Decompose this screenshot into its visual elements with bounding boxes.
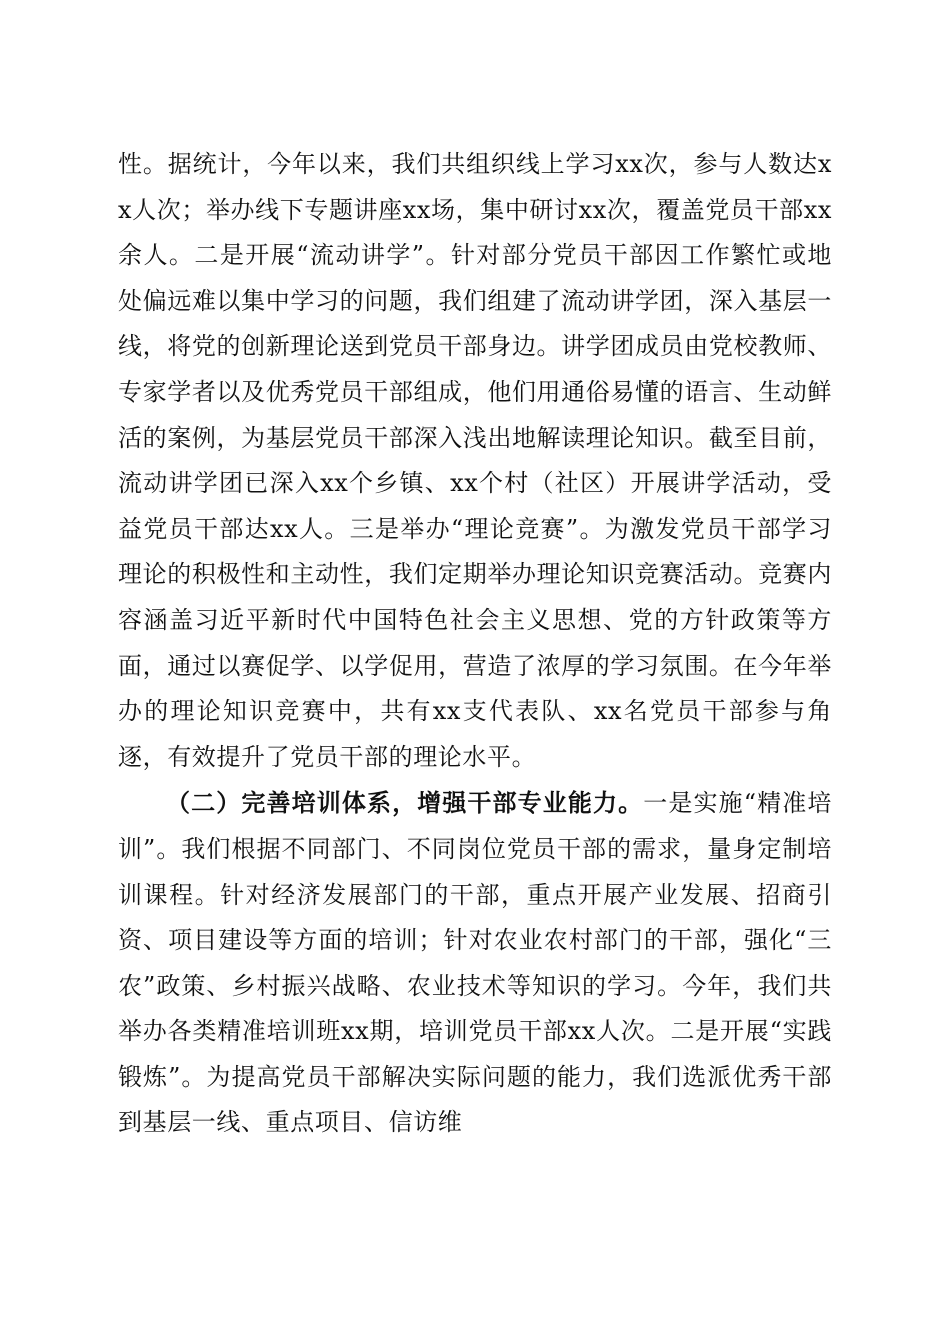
paragraph-text: 一是实施“精准培训”。我们根据不同部门、不同岗位党员干部的需求，量身定制培训课程。针对经济发展部门的干部，重点开展产业发展、招商引资、项目建设等方面的培训；针对农业农村部门的干部，强化“三农”政策、乡村振兴战略、农业技术等知识的学习。今年，我们共举办各类精准培训班xx期，培训党员干部xx人次。二是开展“实践锻炼”。为提高党员干部解决实际问题的能力，我们选派优秀干部到基层一线、重点项目、信访维: [118, 789, 832, 1137]
paragraph-text: 性。据统计，今年以来，我们共组织线上学习xx次，参与人数达xx人次；举办线下专题讲座xx场，集中研讨xx次，覆盖党员干部xx余人。二是开展“流动讲学”。针对部分党员干部因工作繁忙或地处偏远难以集中学习的问题，我们组建了流动讲学团，深入基层一线，将党的创新理论送到党员干部身边。讲学团成员由党校教师、专家学者以及优秀党员干部组成，他们用通俗易懂的语言、生动鲜活的案例，为基层党员干部深入浅出地解读理论知识。截至目前，流动讲学团已深入xx个乡镇、xx个村（社区）开展讲学活动，受益党员干部达xx人。三是举办“理论竞赛”。为激发党员干部学习理论的积极性和主动性，我们定期举办理论知识竞赛活动。竞赛内容涵盖习近平新时代中国特色社会主义思想、党的方针政策等方面，通过以赛促学、以学促用，营造了浓厚的学习氛围。在今年举办的理论知识竞赛中，共有xx支代表队、xx名党员干部参与角逐，有效提升了党员干部的理论水平。: [118, 150, 832, 771]
document-body: [118, 142, 832, 1146]
section-heading: （二）完善培训体系，增强干部专业能力。: [166, 788, 644, 818]
paragraph-section-two: [118, 780, 832, 1146]
paragraph-continuation: [118, 142, 832, 780]
